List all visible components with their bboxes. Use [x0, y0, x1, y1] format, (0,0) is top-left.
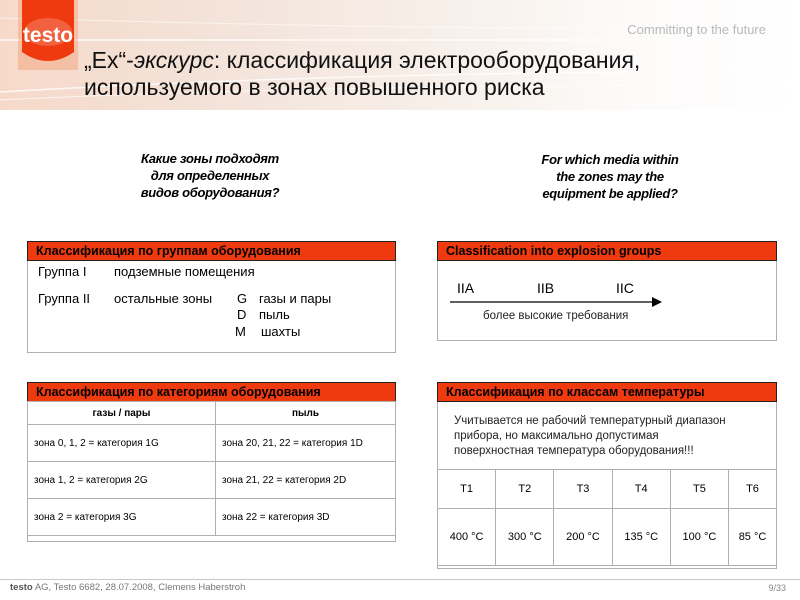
testo-logo [18, 0, 78, 70]
equipment-categories-box [27, 382, 396, 542]
group2-desc: остальные зоны [114, 291, 213, 306]
group-code-m: M [235, 324, 246, 339]
table-row [438, 509, 777, 566]
table-header-row [28, 402, 396, 425]
group1-label: Группа I [38, 264, 87, 279]
table-row [28, 499, 396, 536]
categories-table [27, 401, 396, 536]
temperature-note-line: прибора, но максимально допустимая [454, 430, 659, 442]
table-cell: зона 21, 22 = категория 2D [216, 462, 396, 499]
explosion-group-iia: IIA [457, 280, 475, 296]
temp-class-cell: T5 [670, 470, 728, 509]
temp-value-cell: 400 °C [438, 509, 496, 566]
temp-value-cell: 200 °C [554, 509, 612, 566]
equipment-groups-heading: Классификация по группам оборудования [27, 241, 396, 261]
explosion-groups-heading: Classification into explosion groups [437, 241, 777, 261]
temp-value-cell: 135 °C [612, 509, 670, 566]
table-row [28, 425, 396, 462]
table-cell: зона 20, 21, 22 = категория 1D [216, 425, 396, 462]
temperature-classes-heading: Классификация по классам температуры [437, 382, 777, 402]
table-row [28, 462, 396, 499]
temp-class-cell: T1 [438, 470, 496, 509]
question-en [500, 151, 720, 202]
column-header-dust: пыль [216, 402, 396, 425]
explosion-group-iib: IIB [537, 280, 555, 296]
table-cell: зона 1, 2 = категория 2G [28, 462, 216, 499]
group-code-d: D [237, 307, 247, 322]
question-ru-line: для определенных [150, 168, 270, 183]
temperature-note-line: поверхностная температура оборудования!!! [454, 445, 694, 457]
footer-text: AG, Testo 6682, 28.07.2008, Clemens Haberstroh [32, 582, 246, 593]
question-en-line: the zones may the [556, 169, 664, 184]
group-desc-g: газы и пары [259, 291, 332, 306]
footer [10, 582, 245, 593]
title-line1: : классификация электрооборудования, [213, 47, 641, 73]
logo-text: testo [22, 24, 74, 47]
temperature-note [454, 414, 726, 459]
title-prefix: „Ex“- [84, 47, 134, 73]
requirements-note: более высокие требования [483, 310, 629, 322]
temperature-table [437, 469, 777, 566]
group2-label: Группа II [38, 291, 91, 306]
question-ru [110, 150, 310, 201]
temperature-note-line: Учитывается не рабочий температурный диапазон [454, 415, 726, 427]
temperature-classes-box [437, 382, 777, 569]
question-ru-line: видов оборудования? [140, 185, 280, 200]
column-header-gases: газы / пары [28, 402, 216, 425]
explosion-group-iic: IIC [616, 280, 634, 296]
temp-class-cell: T2 [496, 470, 554, 509]
group-desc-m: шахты [261, 324, 301, 339]
question-ru-line: Какие зоны подходят [141, 151, 279, 166]
equipment-groups-box [27, 241, 396, 353]
table-cell: зона 2 = категория 3G [28, 499, 216, 536]
group-code-g: G [237, 291, 248, 306]
group1-desc: подземные помещения [114, 264, 255, 279]
temp-value-cell: 100 °C [670, 509, 728, 566]
explosion-groups-box [437, 241, 777, 341]
title-line2: используемого в зонах повышенного риска [84, 74, 545, 100]
table-cell: зона 22 = категория 3D [216, 499, 396, 536]
footer-divider [0, 579, 800, 580]
table-row [438, 470, 777, 509]
question-en-line: equipment be applied? [542, 186, 678, 201]
temp-class-cell: T6 [729, 470, 777, 509]
title-italic: экскурс [133, 47, 214, 73]
page-number: 9/33 [768, 583, 786, 593]
temp-class-cell: T4 [612, 470, 670, 509]
temp-value-cell: 85 °C [729, 509, 777, 566]
temp-value-cell: 300 °C [496, 509, 554, 566]
footer-brand: testo [10, 582, 33, 593]
requirements-arrow [448, 295, 668, 309]
question-en-line: For which media within [541, 152, 679, 167]
tagline: Committing to the future [627, 22, 766, 37]
group-desc-d: пыль [259, 307, 290, 322]
temp-class-cell: T3 [554, 470, 612, 509]
table-cell: зона 0, 1, 2 = категория 1G [28, 425, 216, 462]
equipment-categories-heading: Классификация по категориям оборудования [27, 382, 396, 402]
page-title [84, 47, 784, 101]
